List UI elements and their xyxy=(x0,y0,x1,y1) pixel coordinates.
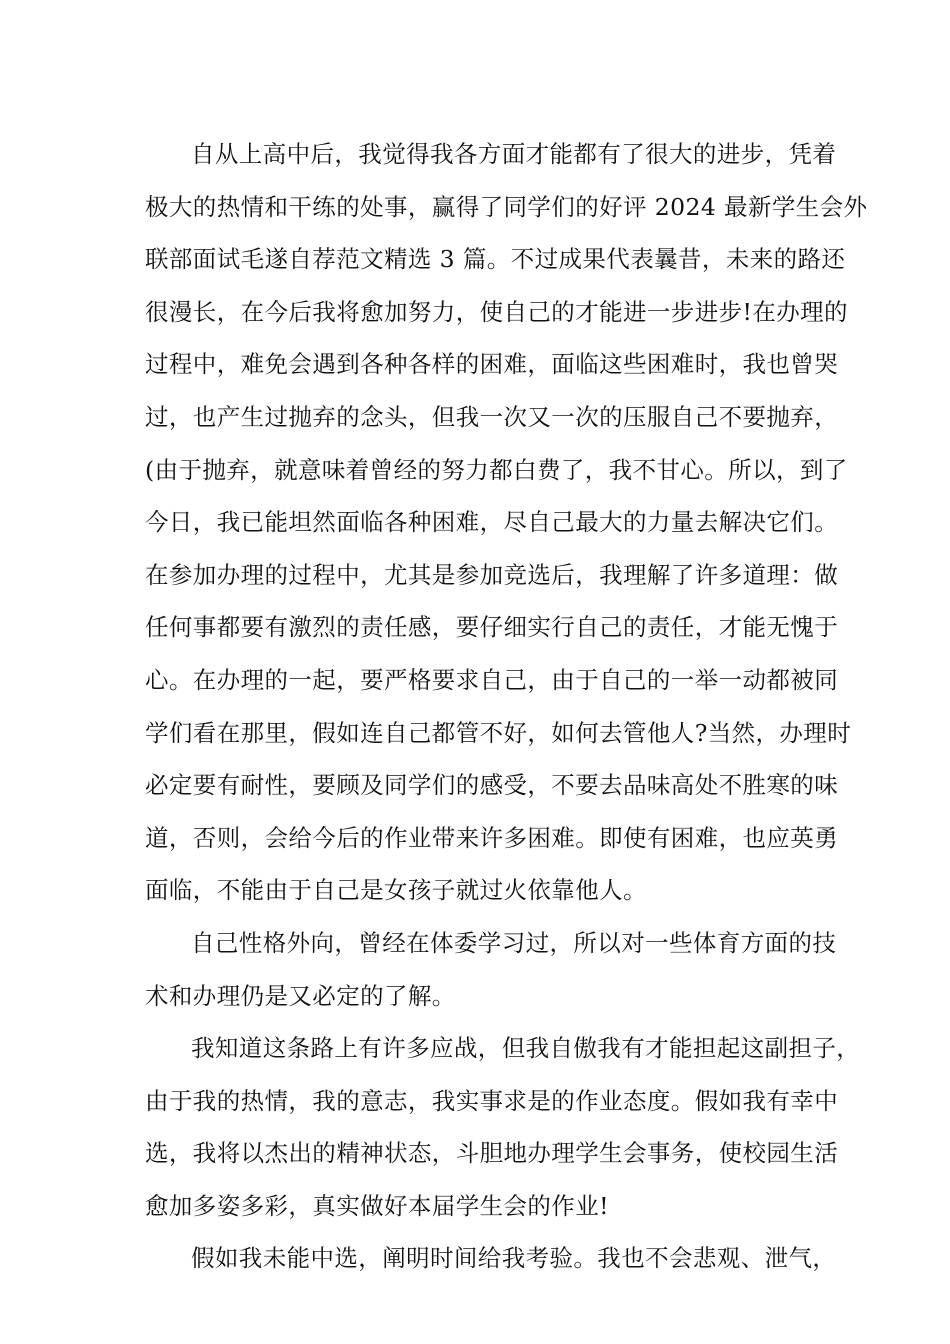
text-line: 面临，不能由于自己是女孩子就过火依靠他人。 xyxy=(145,876,647,905)
text-line: 心。在办理的一起，要严格要求自己，由于自己的一举一动都被同 xyxy=(145,665,839,694)
text-line: 我知道这条路上有许多应战，但我自傲我有才能担起这副担子， xyxy=(191,1034,861,1063)
text-line: 道，否则，会给今后的作业带来许多困难。即使有困难，也应英勇 xyxy=(145,823,839,852)
text-line: 术和办理仍是又必定的了解。 xyxy=(145,981,456,1010)
text-line: 学们看在那里，假如连自己都管不好，如何去管他人?当然，办理时 xyxy=(145,718,852,747)
text-line: 必定要有耐性，要顾及同学们的感受，不要去品味高处不胜寒的味 xyxy=(145,771,839,800)
text-line: 选，我将以杰出的精神状态，斗胆地办理学生会事务，使校园生活 xyxy=(145,1139,839,1168)
text-line: 过，也产生过抛弃的念头，但我一次又一次的压服自己不要抛弃， xyxy=(145,402,839,431)
text-line: (由于抛弃，就意味着曾经的努力都白费了，我不甘心。所以，到了 xyxy=(145,455,848,484)
text-line: 任何事都要有激烈的责任感，要仔细实行自己的责任，才能无愧于 xyxy=(145,613,839,642)
text-line: 今日，我已能坦然面临各种困难，尽自己最大的力量去解决它们。 xyxy=(145,508,839,537)
text-line: 过程中，难免会遇到各种各样的困难，面临这些困难时，我也曾哭 xyxy=(145,350,839,379)
text-line: 极大的热情和干练的处事，赢得了同学们的好评 2024 最新学生会外 xyxy=(145,192,868,221)
document-body xyxy=(145,128,868,1285)
text-line: 假如我未能中选，阐明时间给我考验。我也不会悲观、泄气， xyxy=(191,1244,837,1273)
text-line: 在参加办理的过程中，尤其是参加竞选后，我理解了许多道理：做 xyxy=(145,560,839,589)
text-line: 由于我的热情，我的意志，我实事求是的作业态度。假如我有幸中 xyxy=(145,1086,839,1115)
text-line: 自从上高中后，我觉得我各方面才能都有了很大的进步，凭着 xyxy=(191,140,837,168)
text-line: 很漫长，在今后我将愈加努力，使自己的才能进一步进步!在办理的 xyxy=(145,297,848,326)
text-line: 自己性格外向，曾经在体委学习过，所以对一些体育方面的技 xyxy=(191,928,837,957)
text-line: 愈加多姿多彩，真实做好本届学生会的作业! xyxy=(145,1191,609,1220)
text-line: 联部面试毛遂自荐范文精选 3 篇。不过成果代表曩昔，未来的路还 xyxy=(145,245,846,274)
